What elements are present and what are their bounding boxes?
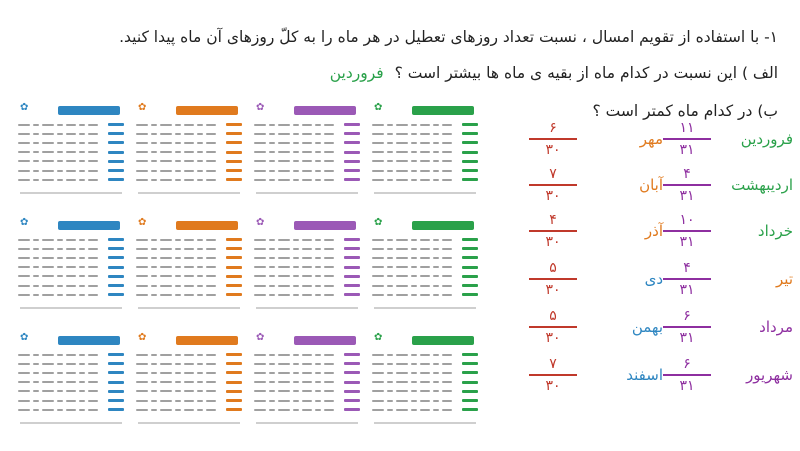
fraction-denominator: ۳۱ <box>679 282 695 298</box>
calendar-header <box>294 336 356 345</box>
fraction-denominator: ۳۱ <box>679 188 695 204</box>
question-part-a: الف ) این نسبت در کدام ماه از بقیه ی ماه ها بیشتر است ؟ <box>394 64 778 82</box>
fraction-bar <box>663 278 711 280</box>
month-name: اردیبهشت <box>731 176 793 194</box>
calendar-thumbnail <box>370 330 480 426</box>
month-fractions <box>525 120 795 440</box>
fraction-numerator: ۵ <box>549 308 557 324</box>
month-name: فروردین <box>740 130 793 148</box>
flower-icon: ✿ <box>20 217 29 228</box>
fraction <box>529 120 577 158</box>
fraction-numerator: ۴ <box>683 260 691 276</box>
flower-icon: ✿ <box>256 332 265 343</box>
fraction-denominator: ۳۰ <box>545 378 561 394</box>
flower-icon: ✿ <box>374 217 383 228</box>
calendar-header <box>176 106 238 115</box>
calendar-header <box>294 221 356 230</box>
calendar-thumbnail <box>252 330 362 426</box>
fraction <box>529 166 577 204</box>
calendar-thumbnail <box>134 330 244 426</box>
calendar-thumbnail <box>370 100 480 196</box>
flower-icon: ✿ <box>138 332 147 343</box>
fraction-denominator: ۳۱ <box>679 234 695 250</box>
month-name: تیر <box>776 270 793 288</box>
calendar-header <box>58 221 120 230</box>
calendar-header <box>412 336 474 345</box>
calendar-thumbnail <box>16 100 126 196</box>
fraction <box>529 308 577 346</box>
month-name: خرداد <box>757 222 793 240</box>
calendar-thumbnail <box>252 215 362 311</box>
fraction-bar <box>663 374 711 376</box>
calendar-thumbnail <box>370 215 480 311</box>
month-name: مهر <box>639 130 663 148</box>
fraction-bar <box>529 184 577 186</box>
month-name: دی <box>644 270 663 288</box>
calendar-header <box>412 106 474 115</box>
fraction-numerator: ۵ <box>549 260 557 276</box>
fraction-denominator: ۳۰ <box>545 142 561 158</box>
fraction-bar <box>529 230 577 232</box>
flower-icon: ✿ <box>374 332 383 343</box>
calendar-thumbnail <box>134 215 244 311</box>
fraction <box>663 166 711 204</box>
flower-icon: ✿ <box>256 102 265 113</box>
fraction-denominator: ۳۱ <box>679 330 695 346</box>
month-name: اسفند <box>626 366 663 384</box>
calendar-header <box>58 106 120 115</box>
flower-icon: ✿ <box>20 332 29 343</box>
fraction <box>663 212 711 250</box>
flower-icon: ✿ <box>256 217 265 228</box>
flower-icon: ✿ <box>138 217 147 228</box>
fraction-numerator: ۱۰ <box>679 212 695 228</box>
fraction <box>663 260 711 298</box>
month-name: آذر <box>644 222 663 240</box>
fraction-denominator: ۳۰ <box>545 330 561 346</box>
question-line-3: ب) در کدام ماه کمتر است ؟ <box>592 102 778 120</box>
month-name: آبان <box>639 176 663 194</box>
fraction <box>663 120 711 158</box>
fraction-numerator: ۷ <box>549 356 557 372</box>
fraction-bar <box>663 326 711 328</box>
month-name: مرداد <box>759 318 793 336</box>
calendar-header <box>58 336 120 345</box>
fraction-bar <box>663 230 711 232</box>
fraction-numerator: ۶ <box>549 120 557 136</box>
calendar-header <box>412 221 474 230</box>
fraction <box>529 356 577 394</box>
calendar-header <box>176 336 238 345</box>
flower-icon: ✿ <box>20 102 29 113</box>
fraction-denominator: ۳۱ <box>679 142 695 158</box>
fraction-bar <box>529 138 577 140</box>
calendar-header <box>176 221 238 230</box>
fraction <box>529 212 577 250</box>
fraction-bar <box>529 326 577 328</box>
calendar-thumbnail <box>252 100 362 196</box>
fraction-denominator: ۳۰ <box>545 282 561 298</box>
fraction-bar <box>663 184 711 186</box>
fraction-bar <box>529 278 577 280</box>
fraction-numerator: ۶ <box>683 308 691 324</box>
question-line-2 <box>330 64 778 82</box>
answer-part-a: فروردین <box>329 64 384 82</box>
fraction-denominator: ۳۰ <box>545 188 561 204</box>
fraction <box>663 308 711 346</box>
flower-icon: ✿ <box>374 102 383 113</box>
flower-icon: ✿ <box>138 102 147 113</box>
fraction-numerator: ۴ <box>549 212 557 228</box>
fraction-numerator: ۷ <box>549 166 557 182</box>
month-name: شهریور <box>746 366 793 384</box>
fraction-bar <box>663 138 711 140</box>
calendar-header <box>294 106 356 115</box>
fraction-denominator: ۳۰ <box>545 234 561 250</box>
calendar-thumbnail <box>16 215 126 311</box>
fraction-numerator: ۴ <box>683 166 691 182</box>
fraction-bar <box>529 374 577 376</box>
fraction-numerator: ۶ <box>683 356 691 372</box>
question-line-1: ۱- با استفاده از تقویم امسال ، نسبت تعداد روزهای تعطیل در هر ماه را به کلّ روزهای آن ماه پیدا کنید. <box>119 28 778 46</box>
calendar-thumbnail <box>16 330 126 426</box>
calendar-grid <box>12 100 490 445</box>
fraction-numerator: ۱۱ <box>679 120 695 136</box>
month-name: بهمن <box>631 318 663 336</box>
fraction <box>529 260 577 298</box>
fraction <box>663 356 711 394</box>
calendar-thumbnail <box>134 100 244 196</box>
fraction-denominator: ۳۱ <box>679 378 695 394</box>
